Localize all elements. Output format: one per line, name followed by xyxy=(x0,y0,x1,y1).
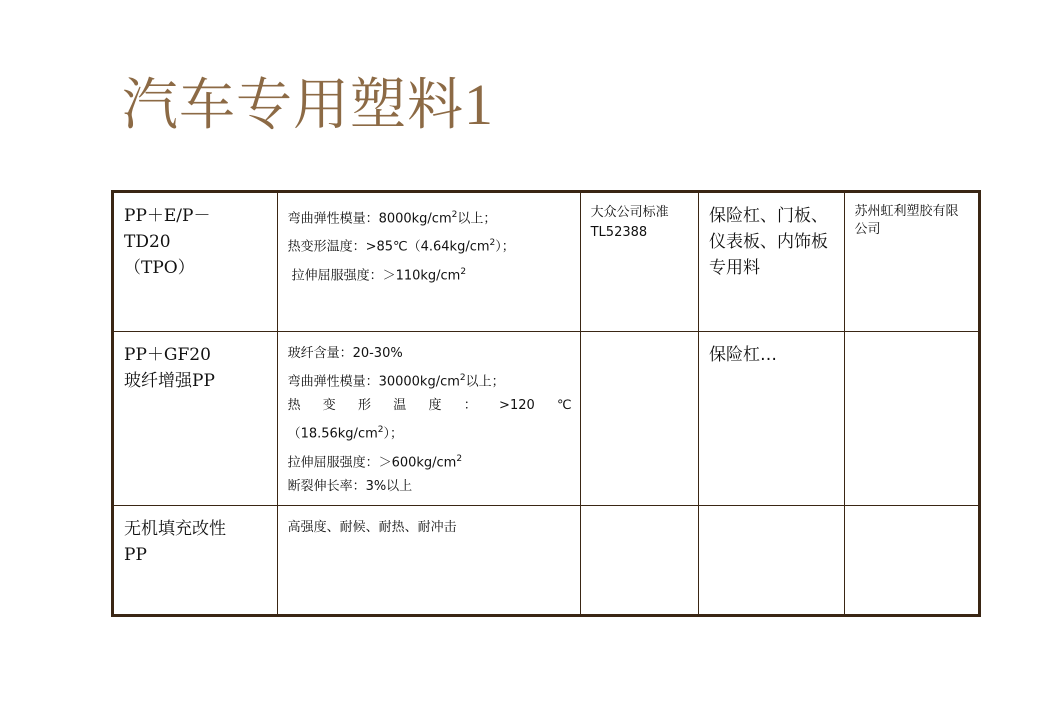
property-line: 热变形温度：>120℃ xyxy=(287,398,572,414)
standard-cell: 大众公司标准TL52388 xyxy=(580,192,698,332)
material-spec-table xyxy=(111,190,981,617)
properties-cell xyxy=(277,332,580,506)
material-name-line: PP＋E/P－ xyxy=(124,206,211,226)
standard-cell xyxy=(580,332,698,506)
material-name-line: TD20 xyxy=(124,232,171,252)
property-line: 玻纤含量：20-30% xyxy=(287,346,403,361)
table-row xyxy=(113,505,980,615)
table-row xyxy=(113,192,980,332)
property-line: 高强度、耐候、耐热、耐冲击 xyxy=(287,519,457,535)
property-line: 热变形温度：$>85℃(4.64kg/cm^2)$； xyxy=(287,238,515,255)
title-number: 1 xyxy=(464,72,494,137)
property-line: 拉伸屈服强度：$>600kg/cm^2$ xyxy=(287,453,463,470)
manufacturer-cell xyxy=(844,505,979,615)
material-name-cell xyxy=(113,332,278,506)
material-name-line: PP xyxy=(124,544,147,565)
application-cell xyxy=(699,505,845,615)
property-line: 弯曲弹性模量：$30000kg/cm^2$以上； xyxy=(287,373,505,390)
manufacturer-cell: 苏州虹利塑胶有限公司 xyxy=(844,192,979,332)
table-row xyxy=(113,332,980,506)
application-cell: 保险杠… xyxy=(699,332,845,506)
property-line: $(18.56kg/cm^2)$； xyxy=(287,425,404,442)
property-line: 断裂伸长率：3%以上 xyxy=(287,478,413,494)
slide-title xyxy=(122,70,494,141)
property-line: 拉伸屈服强度：$>110kg/cm^2$ xyxy=(291,266,467,283)
application-cell: 保险杠、门板、仪表板、内饰板专用料 xyxy=(699,192,845,332)
properties-cell xyxy=(277,505,580,615)
material-name-line: 无机填充改性 xyxy=(124,518,226,539)
material-name-cell xyxy=(113,192,278,332)
properties-cell xyxy=(277,192,580,332)
material-name-line: 玻纤增强PP xyxy=(124,371,215,391)
material-name-line: PP＋GF20 xyxy=(124,345,211,365)
manufacturer-cell xyxy=(844,332,979,506)
property-line: 弯曲弹性模量：$8000kg/cm^2$以上； xyxy=(287,210,497,227)
title-text: 汽车专用塑料 xyxy=(122,73,464,138)
material-name-cell xyxy=(113,505,278,615)
standard-cell xyxy=(580,505,698,615)
material-name-line: （TPO） xyxy=(124,258,195,278)
